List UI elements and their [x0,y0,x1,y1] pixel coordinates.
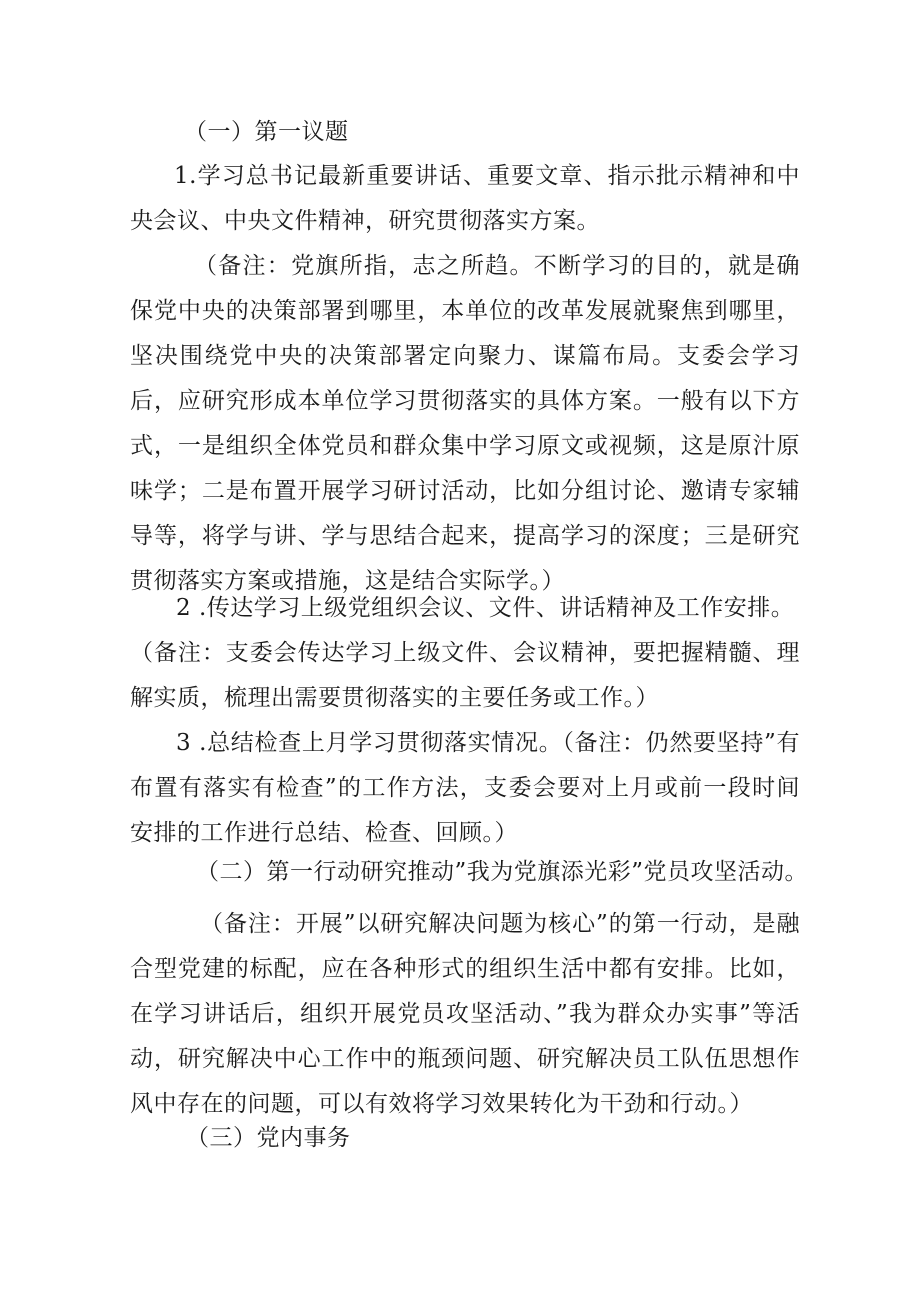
agenda-item-2: 2 .传达学习上级党组织会议、文件、讲话精神及工作安排。 [176,595,795,621]
section-heading-first-topic: （一）第一议题 [184,119,349,145]
section-heading-first-action: （二）第一行动研究推动”我为党旗添光彩”党员攻坚活动。 [196,859,809,885]
agenda-item-3: 3 .总结检查上月学习贯彻落实情况。（备注：仍然要坚持”有布置有落实有检查”的工作方法，支委会要对上月或前一段时间安排的工作进行总结、检查、回顾。） [130,730,800,846]
agenda-note-4: （备注：开展”以研究解决问题为核心”的第一行动，是融合型党建的标配，应在各种形式的组织生活中都有安排。比如，在学习讲话后，组织开展党员攻坚活动、”我为群众办实事”等活动，研究解决中心工作中的瓶颈问题、研究解决员工队伍思想作风中存在的问题，可以有效将学习效果转化为干劲和行动。） [130,911,800,1117]
agenda-note-2: （备注：支委会传达学习上级文件、会议精神，要把握精髓、理解实质，梳理出需要贯彻落实的主要任务或工作。） [130,640,800,711]
agenda-note-1: （备注：党旗所指，志之所趋。不断学习的目的，就是确保党中央的决策部署到哪里，本单位的改革发展就聚焦到哪里，坚决围绕党中央的决策部署定向聚力、谋篇布局。支委会学习后，应研究形成本单位学习贯彻落实的具体方案。一般有以下方式，一是组织全体党员和群众集中学习原文或视频，这是原汁原味学；二是布置开展学习研讨活动，比如分组讨论、邀请专家辅导等，将学与讲、学与思结合起来，提高学习的深度；三是研究贯彻落实方案或措施，这是结合实际学。） [130,253,800,594]
agenda-item-1: 1.学习总书记最新重要讲话、重要文章、指示批示精神和中央会议、中央文件精神，研究贯彻落实方案。 [130,163,800,234]
section-heading-party-affairs: （三）党内事务 [186,1125,351,1151]
